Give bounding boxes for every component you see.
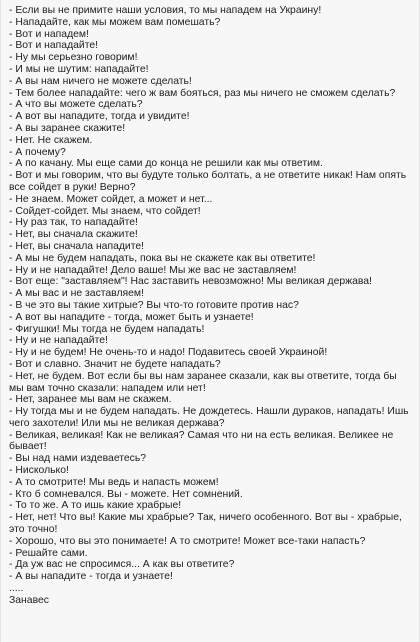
dialogue-line: - Вот еще: "заставляем"! Нас заставить невозможно! Мы великая держава! (9, 276, 372, 288)
dialogue-line: - Нет, заранее мы вам не скажем. (9, 394, 172, 406)
dialogue-line: - Ну и не нападайте! (9, 335, 108, 347)
dialogue-line: - А вы заранее скажите! (9, 122, 126, 134)
dialogue-line: - Вот и нападайте! (9, 40, 99, 52)
dialogue-line: - Фигушки! Мы тогда не будем нападать! (9, 323, 205, 335)
dialogue-line: - И мы не шутим: нападайте! (9, 63, 149, 75)
dialogue-line: - Решайте сами. (9, 547, 88, 559)
dialogue-line: - То то же. А то ишь какие храбрые! (9, 500, 182, 512)
dialogue-line: - А мы не будем нападать, пока вы не скажете как вы ответите! (9, 252, 316, 264)
dialogue-line: - Сойдет-сойдет. Мы знаем, что сойдет! (9, 205, 201, 217)
dialogue-line: - А по качану. Мы еще сами до конца не решили как мы ответим. (9, 158, 323, 170)
dialogue-text (1, 0, 419, 607)
dialogue-line: - Нисколько! (9, 465, 69, 477)
dialogue-line: - Если вы не примите наши условия, то мы нападем на Украину! (9, 5, 322, 16)
dialogue-line: - Вот и мы говорим, что вы будуте только болтать, а не ответите никак! Нам опять все сойдет в руки! Верно? (9, 170, 407, 193)
dialogue-line: - Нет, нет! Что вы! Какие мы храбрые? Так, ничего особенного. Вот вы - храбрые, это точно! (9, 512, 402, 536)
dialogue-line: - Вот и нападем! (9, 28, 89, 40)
dialogue-line: - А вот вы нападите, тогда и увидите! (9, 111, 190, 123)
dialogue-line: - А вы нам ничего не можете сделать! (9, 75, 192, 87)
dialogue-line: - Не знаем. Может сойдет, а может и нет... (9, 193, 213, 205)
dialogue-line: - Да уж вас не спросимся... А как вы ответите? (9, 559, 235, 571)
dialogue-line: - Вот и славно. Значит не будете нападать? (9, 358, 221, 370)
dialogue-line: - Ну и не будем! Не очень-то и надо! Подавитесь своей Украиной! (9, 347, 328, 359)
dialogue-line: - А вы нападите - тогда и узнаете! (9, 571, 173, 583)
dialogue-line: - Великая, великая! Как не великая? Самая что ни на есть великая. Великее не бывает! (9, 429, 394, 453)
dialogue-line: - Хорошо, что вы это понимаете! А то смотрите! Может все-таки напасть? (9, 535, 366, 547)
dialogue-line: - Нет, вы сначала скажите! (9, 229, 138, 241)
dialogue-line: - А что вы можете сделать? (9, 99, 143, 111)
dialogue-line: - Нападайте, как мы можем вам помешать? (9, 16, 221, 28)
dialogue-line: ..... (9, 583, 24, 595)
dialogue-line: - А то смотрите! Мы ведь и напасть можем! (9, 476, 219, 488)
dialogue-line: - Ну тогда мы и не будем нападать. Не дождетесь. Нашли дураков, нападать! Ишь чего захотели! Или мы не великая держава? (9, 406, 409, 429)
dialogue-line: Занавес (9, 594, 49, 606)
dialogue-line: - Нет. Не скажем. (9, 134, 93, 146)
dialogue-line: - Нет, вы сначала нападите! (9, 240, 145, 252)
dialogue-line: - Кто б сомневался. Вы - можете. Нет сомнений. (9, 488, 243, 500)
dialogue-line: - Ну и не нападайте! Дело ваше! Мы же вас не заставляем! (9, 264, 297, 276)
dialogue-line: - А почему? (9, 146, 66, 158)
dialogue-line: - Нет, не будем. Вот если бы вы нам заранее сказали, как вы ответите, тогда бы мы вам точно сказали: нападем или нет! (9, 370, 397, 394)
dialogue-line: - Ну мы серьезно говорим! (9, 52, 138, 64)
dialogue-line: - Ну раз так, то нападайте! (9, 217, 138, 229)
dialogue-line: - А вот вы нападите - тогда, может быть и узнаете! (9, 311, 254, 323)
dialogue-line: - Вы над нами издеваетесь? (9, 453, 147, 465)
dialogue-line: - Тем более нападайте: чего ж вам бояться, раз мы ничего не сможем сделать? (9, 87, 396, 99)
dialogue-line: - В че это вы такие хитрые? Вы что-то готовите против нас? (9, 299, 299, 311)
dialogue-line: - А мы вас и не заставляем! (9, 288, 144, 300)
